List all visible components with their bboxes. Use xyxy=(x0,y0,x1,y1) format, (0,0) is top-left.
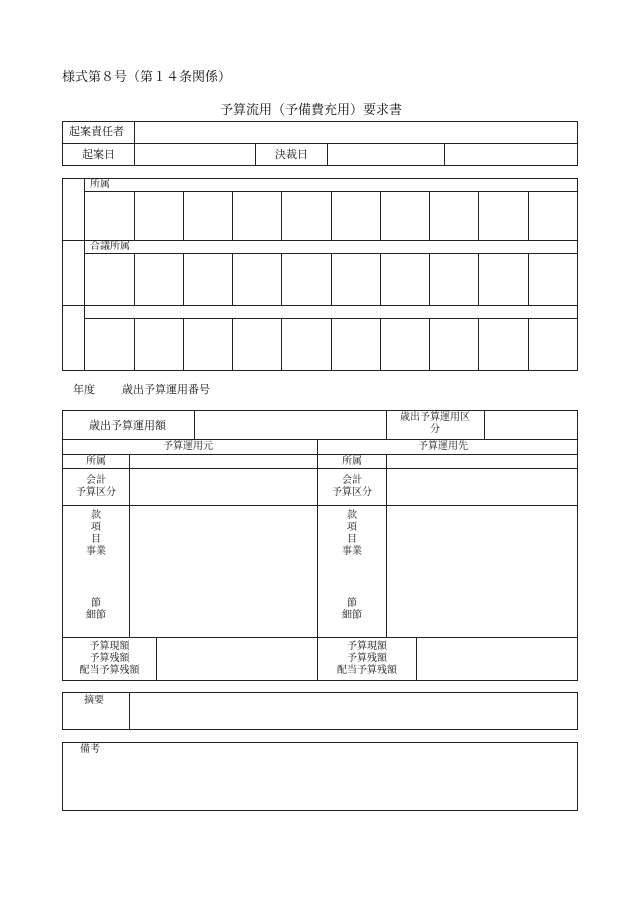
dest-account-field[interactable] xyxy=(388,470,577,504)
decision-date-field[interactable] xyxy=(329,145,443,165)
source-classification-field[interactable] xyxy=(131,507,316,636)
dest-department-label: 所属 xyxy=(342,456,362,467)
summary-field[interactable] xyxy=(131,694,577,729)
budget-category-label: 歳出予算運用区 分 xyxy=(400,412,470,435)
decision-extra-field[interactable] xyxy=(446,145,576,165)
dest-amount-field[interactable] xyxy=(418,639,577,680)
source-amount-labels: 予算現額 予算残額 配当予算残額 xyxy=(79,641,140,676)
source-amount-field[interactable] xyxy=(158,639,316,680)
decision-date-label: 決裁日 xyxy=(275,148,308,161)
dest-classification-labels: 款 項 目 事業 xyxy=(342,510,362,557)
department-label: 所属 xyxy=(90,179,110,190)
drafter-field[interactable] xyxy=(136,123,576,142)
source-department-field[interactable] xyxy=(131,456,316,467)
dest-account-label: 会計 予算区分 xyxy=(332,475,372,498)
source-section-labels: 節 細節 xyxy=(86,598,106,621)
summary-label: 摘要 xyxy=(84,695,104,706)
budget-amount-field[interactable] xyxy=(196,412,385,438)
fiscal-year-label: 年度 xyxy=(73,383,95,396)
source-header: 予算運用元 xyxy=(163,441,213,452)
source-department-label: 所属 xyxy=(86,456,106,467)
dest-header: 予算運用先 xyxy=(418,441,468,452)
consult-department-label: 合議所属 xyxy=(90,241,130,252)
dest-amount-labels: 予算現額 予算残額 配当予算残額 xyxy=(337,641,397,676)
draft-date-label: 起案日 xyxy=(82,148,115,161)
budget-number-label: 歳出予算運用番号 xyxy=(122,383,210,396)
source-account-label: 会計 予算区分 xyxy=(76,475,116,498)
departments-table xyxy=(62,178,578,371)
form-title: 予算流用（予備費充用）要求書 xyxy=(220,103,403,118)
dest-classification-field[interactable] xyxy=(388,507,577,636)
form-number: 様式第８号（第１４条関係） xyxy=(62,70,232,85)
budget-amount-label: 歳出予算運用額 xyxy=(89,419,166,432)
draft-date-field[interactable] xyxy=(136,145,254,165)
remarks-box[interactable] xyxy=(62,742,578,811)
source-account-field[interactable] xyxy=(131,470,316,504)
budget-category-field[interactable] xyxy=(486,412,576,438)
remarks-label: 備考 xyxy=(80,744,100,755)
drafter-label: 起案責任者 xyxy=(69,125,124,138)
dest-section-labels: 節 細節 xyxy=(342,598,362,621)
dest-department-field[interactable] xyxy=(388,456,577,467)
source-classification-labels: 款 項 目 事業 xyxy=(86,510,106,557)
